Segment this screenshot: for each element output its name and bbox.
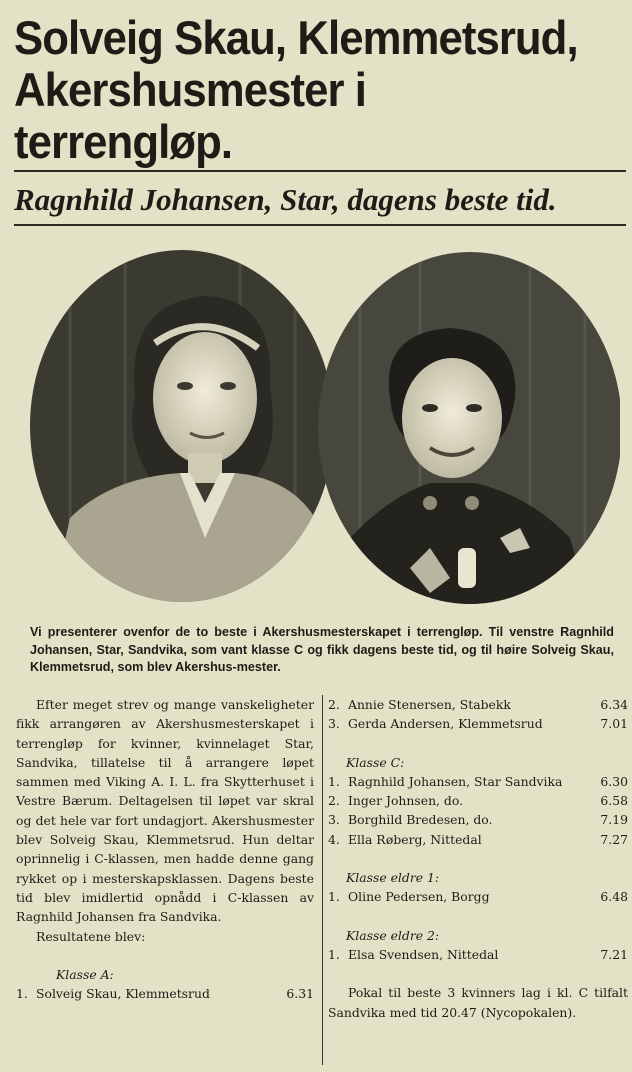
result-time: 7.21 (600, 946, 628, 962)
result-time: 6.30 (600, 773, 628, 789)
result-name: Solveig Skau, Klemmetsrud (36, 986, 210, 1002)
class-title: Klasse A: (56, 966, 114, 982)
result-place: 3. (328, 716, 340, 732)
result-place: 4. (328, 831, 340, 847)
result-row (16, 984, 314, 1003)
article-right-column (328, 695, 628, 1022)
headline-rule (14, 170, 626, 172)
result-row (328, 810, 628, 829)
result-name: Oline Pedersen, Borgg (348, 889, 490, 905)
left-portrait (30, 248, 350, 608)
article-paragraph: Efter meget strev og mange vanskeligheter fikk arrangøren av Akershusmesterskapet i terrengløp for kvinner, kvinnelaget Star, Sandvika, tillatelse til å arrangere løpet sammen med Viking A. I. L. fra Skytterhuset i Vestre Bærum. Deltagelsen til løpet var skral og det hele var fort undagjort. Akershusmester blev Solveig Skau, Klemmetsrud. Hun deltar oprinnelig i C-klassen, men hadde denne gang rykket op i mesterskapsklassen. Dagens beste tid blev imidlertid opnådd i C-klassen av Ragnhild Johansen fra Sandvika. (16, 697, 314, 925)
result-row (328, 945, 628, 964)
result-row (328, 772, 628, 791)
result-name: Borghild Bredesen, do. (348, 812, 493, 828)
result-time: 7.01 (600, 716, 628, 732)
result-time: 6.34 (600, 697, 628, 712)
result-name: Ella Røberg, Nittedal (348, 831, 482, 847)
class-title: Klasse eldre 2: (346, 927, 440, 943)
result-place: 1. (16, 986, 28, 1002)
headline: Solveig Skau, Klemmetsrud, Akershusmester i terrengløp. (14, 11, 578, 168)
result-place: 3. (328, 812, 340, 828)
right-portrait (310, 248, 620, 608)
column-divider (322, 695, 323, 1065)
subheadline-rule (14, 224, 626, 226)
result-name: Gerda Andersen, Klemmetsrud (348, 716, 543, 732)
result-row (328, 791, 628, 810)
result-place: 2. (328, 697, 340, 712)
results-intro: Resultatene blev: (36, 928, 146, 944)
results-klasse-a (16, 965, 314, 1004)
result-row (328, 830, 628, 849)
portrait-photo (30, 248, 620, 608)
result-time: 6.58 (600, 793, 628, 809)
result-place: 1. (328, 889, 340, 905)
class-title: Klasse eldre 1: (346, 870, 440, 886)
result-place: 1. (328, 773, 340, 789)
result-row (328, 714, 628, 733)
article-left-column (16, 695, 314, 1003)
result-time: 6.31 (286, 986, 314, 1002)
result-place: 2. (328, 793, 340, 809)
result-time: 7.27 (600, 831, 628, 847)
result-row (328, 695, 628, 714)
photo-caption: Vi presenterer ovenfor de to beste i Akershusmesterskapet i terrengløp. Til venstre Ragnhild Johansen, Star, Sandvika, som vant klasse C og fikk dagens beste tid, og til høire Solveig Skau, Klemmetsrud, som blev Akershus-mester. (30, 625, 614, 675)
result-name: Ragnhild Johansen, Star Sandvika (348, 773, 563, 789)
result-name: Elsa Svendsen, Nittedal (348, 946, 499, 962)
result-place: 1. (328, 946, 340, 962)
result-row (328, 887, 628, 906)
result-name: Annie Stenersen, Stabekk (348, 697, 511, 712)
result-time: 6.48 (600, 889, 628, 905)
subheadline: Ragnhild Johansen, Star, dagens beste tid. (14, 182, 557, 217)
pokal-note: Pokal til beste 3 kvinners lag i kl. C tilfalt Sandvika med tid 20.47 (Nycopokalen). (328, 985, 628, 1020)
result-name: Inger Johnsen, do. (348, 793, 464, 809)
class-title: Klasse C: (346, 754, 405, 770)
result-time: 7.19 (600, 812, 628, 828)
